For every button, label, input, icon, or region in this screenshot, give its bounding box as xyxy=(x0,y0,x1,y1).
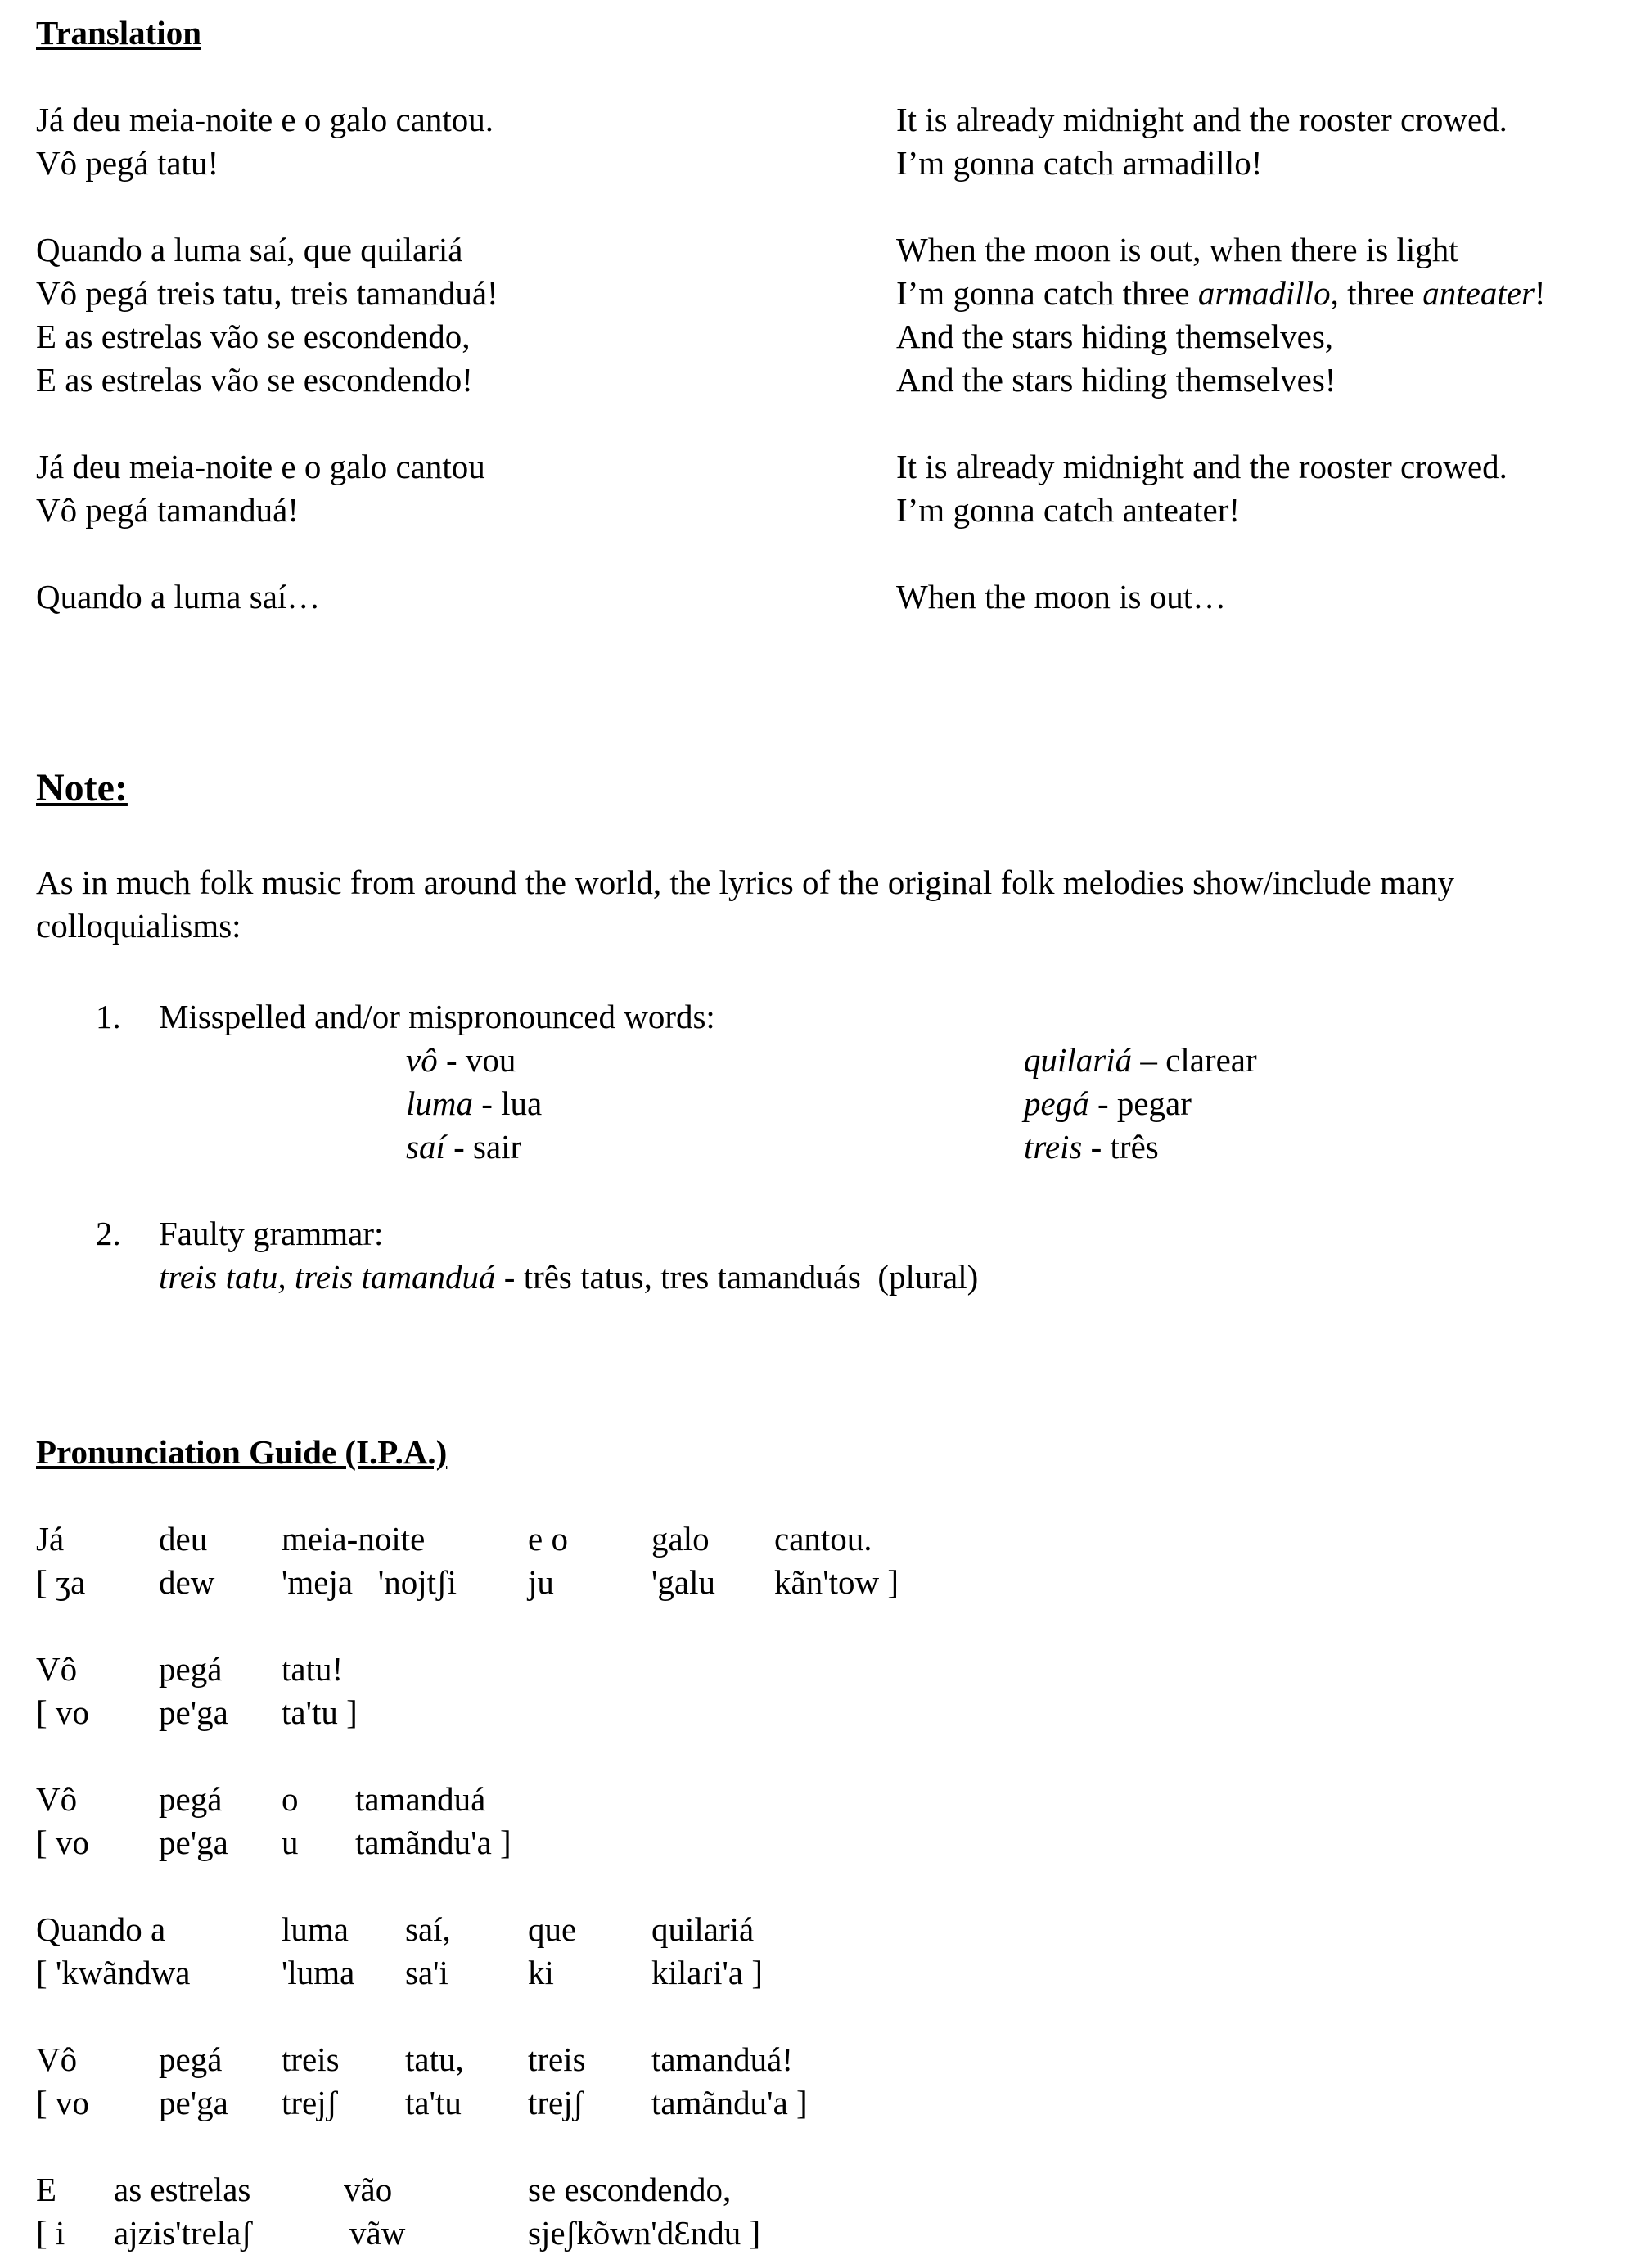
ipa-word: E xyxy=(36,2171,57,2208)
word-correction: pegá - pegar xyxy=(1024,1084,1192,1122)
ipa-word: as estrelas xyxy=(114,2171,251,2208)
ipa-transcription: tamãndu'a ] xyxy=(355,1824,512,1861)
ipa-word: tamanduá xyxy=(355,1780,486,1818)
pt-line: Vô pegá tamanduá! xyxy=(36,491,300,529)
en-line: It is already midnight and the rooster crowed. xyxy=(896,101,1508,138)
ipa-word: pegá xyxy=(159,2040,223,2078)
grammar-correction: treis tatu, treis tamanduá - três tatus, tres tamanduás (plural) xyxy=(159,1258,979,1296)
ipa-word: pegá xyxy=(159,1650,223,1688)
translation-heading: Translation xyxy=(36,14,201,52)
en-line: I’m gonna catch armadillo! xyxy=(896,144,1263,182)
pt-line: Já deu meia-noite e o galo cantou xyxy=(36,448,485,485)
en-line: It is already midnight and the rooster crowed. xyxy=(896,448,1508,485)
ipa-transcription: ta'tu xyxy=(405,2084,462,2121)
ipa-word: deu xyxy=(159,1520,208,1558)
ipa-transcription: ajzis'trelaʃ xyxy=(114,2214,253,2252)
ipa-word: treis xyxy=(282,2040,340,2078)
ipa-word: se escondendo, xyxy=(528,2171,732,2208)
word-correction: saí - sair xyxy=(406,1128,522,1166)
list-item-label: Faulty grammar: xyxy=(159,1215,384,1252)
ipa-word: tatu, xyxy=(405,2040,464,2078)
ipa-word: quilariá xyxy=(651,1910,755,1948)
en-line: I’m gonna catch anteater! xyxy=(896,491,1241,529)
en-line: When the moon is out, when there is light xyxy=(896,231,1458,268)
en-line: And the stars hiding themselves! xyxy=(896,361,1336,399)
word-correction: treis - três xyxy=(1024,1128,1159,1166)
ipa-word: meia-noite xyxy=(282,1520,426,1558)
ipa-transcription: pe'ga xyxy=(159,2084,228,2121)
pt-line: Vô pegá tatu! xyxy=(36,144,219,182)
ipa-word: galo xyxy=(651,1520,710,1558)
pt-line: Já deu meia-noite e o galo cantou. xyxy=(36,101,494,138)
en-line: When the moon is out… xyxy=(896,578,1227,615)
ipa-word: que xyxy=(528,1910,577,1948)
ipa-word: e o xyxy=(528,1520,568,1558)
ipa-transcription: kilaɾi'a ] xyxy=(651,1954,764,1991)
word-correction: luma - lua xyxy=(406,1084,543,1122)
ipa-transcription: 'galu xyxy=(651,1563,715,1601)
ipa-word: o xyxy=(282,1780,299,1818)
ipa-transcription: sa'i xyxy=(405,1954,448,1991)
pt-line: Quando a luma saí, que quilariá xyxy=(36,231,463,268)
ipa-word: pegá xyxy=(159,1780,223,1818)
list-number: 2. xyxy=(96,1215,121,1252)
ipa-word: Vô xyxy=(36,2040,78,2078)
note-intro-line: colloquialisms: xyxy=(36,907,241,945)
ipa-transcription: [ vo xyxy=(36,2084,89,2121)
ipa-transcription: kãn'tow ] xyxy=(774,1563,899,1601)
ipa-transcription: trejʃ xyxy=(528,2084,584,2121)
ipa-transcription: [ 'kwãndwa xyxy=(36,1954,191,1991)
ipa-heading: Pronunciation Guide (I.P.A.) xyxy=(36,1433,448,1471)
list-item-label: Misspelled and/or mispronounced words: xyxy=(159,998,715,1035)
ipa-word: luma xyxy=(282,1910,349,1948)
ipa-word: Quando a xyxy=(36,1910,166,1948)
ipa-transcription: dew xyxy=(159,1563,215,1601)
ipa-transcription: 'luma xyxy=(282,1954,355,1991)
pt-line: E as estrelas vão se escondendo, xyxy=(36,318,471,355)
ipa-transcription: sjeʃkõwn'dƐndu ] xyxy=(528,2214,761,2252)
ipa-transcription: tamãndu'a ] xyxy=(651,2084,808,2121)
ipa-word: tamanduá! xyxy=(651,2040,794,2078)
ipa-transcription: pe'ga xyxy=(159,1824,228,1861)
ipa-word: saí, xyxy=(405,1910,451,1948)
ipa-transcription: vãw xyxy=(349,2214,406,2252)
ipa-word: Vô xyxy=(36,1780,78,1818)
ipa-transcription: ju xyxy=(528,1563,554,1601)
ipa-word: treis xyxy=(528,2040,586,2078)
ipa-transcription: ki xyxy=(528,1954,554,1991)
en-line: I’m gonna catch three armadillo, three anteater! xyxy=(896,274,1546,312)
pt-line: Vô pegá treis tatu, treis tamanduá! xyxy=(36,274,498,312)
ipa-transcription: trejʃ xyxy=(282,2084,338,2121)
ipa-word: vão xyxy=(344,2171,393,2208)
ipa-transcription: u xyxy=(282,1824,299,1861)
ipa-transcription: [ i xyxy=(36,2214,65,2252)
ipa-word: Vô xyxy=(36,1650,78,1688)
ipa-word: cantou. xyxy=(774,1520,872,1558)
ipa-transcription: [ vo xyxy=(36,1824,89,1861)
list-number: 1. xyxy=(96,998,121,1035)
note-intro-line: As in much folk music from around the world, the lyrics of the original folk melodies show/include many xyxy=(36,863,1455,901)
word-correction: vô - vou xyxy=(406,1041,516,1079)
ipa-word: tatu! xyxy=(282,1650,344,1688)
pt-line: Quando a luma saí… xyxy=(36,578,321,615)
word-correction: quilariá – clarear xyxy=(1024,1041,1257,1079)
ipa-word: Já xyxy=(36,1520,65,1558)
ipa-transcription: [ ʒa xyxy=(36,1563,86,1601)
note-heading: Note: xyxy=(36,766,128,809)
ipa-transcription: [ vo xyxy=(36,1693,89,1731)
pt-line: E as estrelas vão se escondendo! xyxy=(36,361,473,399)
ipa-transcription: ta'tu ] xyxy=(282,1693,358,1731)
ipa-transcription: 'meja 'nojtʃi xyxy=(282,1563,457,1601)
ipa-transcription: pe'ga xyxy=(159,1693,228,1731)
en-line: And the stars hiding themselves, xyxy=(896,318,1334,355)
